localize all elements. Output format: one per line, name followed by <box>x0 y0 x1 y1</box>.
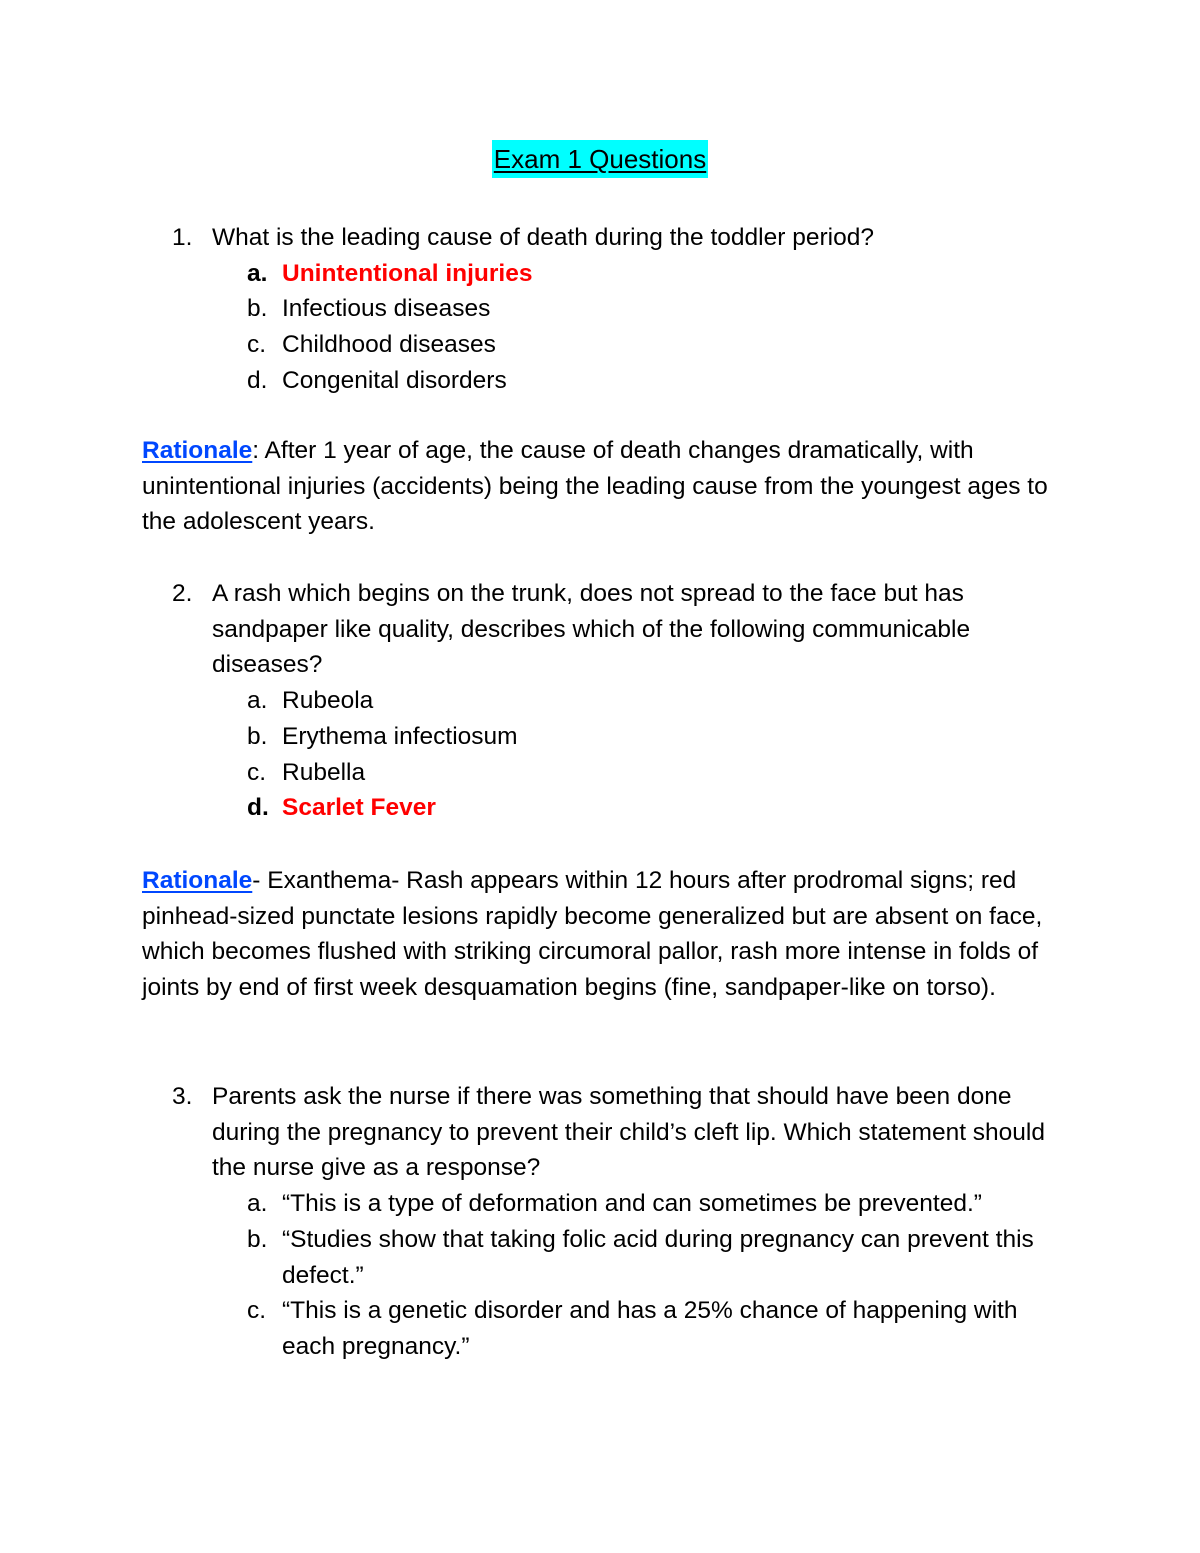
option-letter: b. <box>247 722 268 750</box>
option-d <box>247 363 1072 399</box>
option-c <box>247 1293 1072 1364</box>
option-letter: b. <box>247 295 268 323</box>
option-a <box>247 1186 1072 1222</box>
option-letter: d. <box>247 366 268 394</box>
option-text: “Studies show that taking folic acid during pregnancy can prevent this defect.” <box>282 1225 1034 1289</box>
option-letter: a. <box>247 259 268 287</box>
rationale-separator: - <box>252 867 261 894</box>
option-a <box>247 256 1072 292</box>
question-text: What is the leading cause of death during the toddler period? <box>212 224 874 251</box>
option-b <box>247 291 1072 327</box>
option-letter: d. <box>247 794 269 822</box>
question-1 <box>172 220 1072 399</box>
option-letter: b. <box>247 1225 268 1253</box>
option-c <box>247 755 1072 791</box>
rationale-1 <box>142 433 1072 540</box>
option-c <box>247 327 1072 363</box>
option-text: Childhood diseases <box>282 331 496 359</box>
question-number: 3. <box>172 1083 193 1110</box>
option-letter: c. <box>247 331 267 359</box>
option-text: Rubella <box>282 758 366 786</box>
option-b <box>247 719 1072 755</box>
question-3 <box>172 1079 1072 1365</box>
question-number: 1. <box>172 224 193 251</box>
option-text: Rubeola <box>282 687 374 715</box>
rationale-text: After 1 year of age, the cause of death changes dramatically, with unintentional injuries (accidents) being the leading cause from the youngest ages to the adolescent years. <box>142 437 1048 536</box>
option-text: Erythema infectiosum <box>282 722 518 750</box>
rationale-label: Rationale <box>142 867 253 894</box>
option-letter: c. <box>247 758 267 786</box>
option-text: Congenital disorders <box>282 366 507 394</box>
question-text: A rash which begins on the trunk, does not spread to the face but has sandpaper like quality, describes which of the following communicable diseases? <box>212 580 971 679</box>
option-letter: a. <box>247 687 268 715</box>
page-title: Exam 1 Questions <box>492 140 708 178</box>
question-text: Parents ask the nurse if there was something that should have been done during the pregnancy to prevent their child’s cleft lip. Which statement should the nurse give as a response? <box>212 1083 1045 1182</box>
option-text: Scarlet Fever <box>282 794 436 822</box>
option-text: Unintentional injuries <box>282 259 533 287</box>
question-2 <box>172 576 1072 826</box>
options-list <box>247 256 1072 399</box>
rationale-separator: : <box>252 437 260 464</box>
option-d <box>247 790 1072 826</box>
rationale-label: Rationale <box>142 437 253 464</box>
question-number: 2. <box>172 580 193 607</box>
rationale-text: Exanthema- Rash appears within 12 hours after prodromal signs; red pinhead-sized punctate lesions rapidly become generalized but are absent on face, which becomes flushed with striking circumoral pallor, rash more intense in folds of joints by end of first week desquamation begins (fine, sandpaper-like on torso). <box>142 867 1043 1002</box>
option-b <box>247 1222 1072 1293</box>
option-text: “This is a type of deformation and can sometimes be prevented.” <box>282 1190 982 1218</box>
options-list <box>247 1186 1072 1365</box>
option-text: Infectious diseases <box>282 295 491 323</box>
option-letter: c. <box>247 1297 267 1325</box>
options-list <box>247 683 1072 826</box>
option-a <box>247 683 1072 719</box>
title-wrap <box>0 140 1200 178</box>
rationale-2 <box>142 863 1072 1006</box>
option-text: “This is a genetic disorder and has a 25% chance of happening with each pregnancy.” <box>282 1297 1018 1360</box>
option-letter: a. <box>247 1190 268 1218</box>
